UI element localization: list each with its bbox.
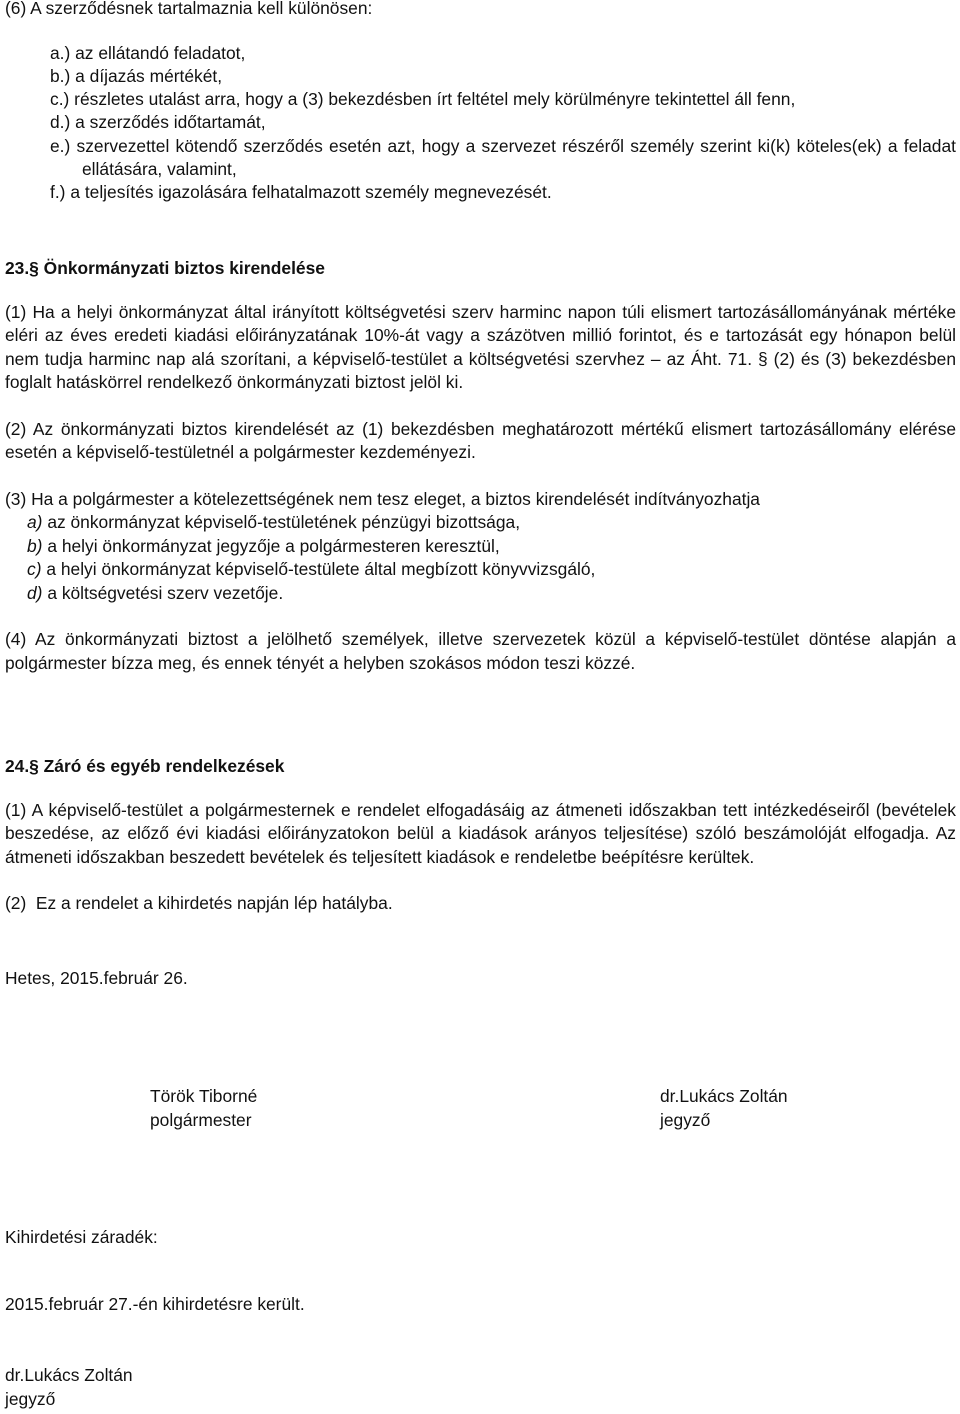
section-23-paragraph-1: (1) Ha a helyi önkormányzat által irányított költségvetési szerv harminc napon túli elismert tartozásállományának mértéke eléri az éves eredeti kiadási előirányzatának 10%-át vagy a százötven millió forintot, és e tartozását egy hónapon belül nem tudja harminc nap alá szorítani, a képviselő-testület a költségvetési szervhez – az Áht. 71. § (2) és (3) bekezdésben foglalt hatáskörrel rendelkező önkormányzati biztost jelöl ki.: [5, 301, 956, 392]
signature-mayor-name: Török Tiborné: [150, 1086, 258, 1106]
promulgation-signature-name: dr.Lukács Zoltán: [5, 1365, 133, 1385]
intro-item-f: f.) a teljesítés igazolására felhatalmazott személy megnevezését.: [50, 182, 552, 203]
signature-notary-title: jegyző: [660, 1109, 711, 1130]
section-23-item-c: c) a helyi önkormányzat képviselő-testülete által megbízott könyvvizsgáló,: [27, 559, 596, 579]
section-24: [5, 755, 956, 916]
section-23-paragraph-3: (3) Ha a polgármester a kötelezettségének nem tesz eleget, a biztos kirendelését indítványozhatja: [5, 488, 760, 509]
section-23-title: 23.§ Önkormányzati biztos kirendelése: [5, 258, 325, 278]
promulgation-text: [5, 1293, 956, 1317]
signature-mayor-title: polgármester: [150, 1109, 252, 1130]
section-24-paragraph-2: (2) Ez a rendelet a kihirdetés napján lép hatályba.: [5, 893, 393, 913]
section-24-paragraph-1: (1) A képviselő-testület a polgármesternek e rendelet elfogadásáig az átmeneti időszakban tett intézkedéseiről (bevételek beszedése, az előző évi kiadási előirányzatokon belül a kiadások arányos teljesítése) szóló beszámolóját elfogadja. Az átmeneti időszakban beszedett bevételek és teljesített kiadások e rendeletbe beépítésre kerültek.: [5, 799, 956, 867]
place-date-text: Hetes, 2015.február 26.: [5, 968, 188, 988]
signature-notary: [660, 1085, 788, 1132]
section-23-paragraph-4: (4) Az önkormányzati biztost a jelölhető személyek, illetve szervezetek közül a képviselő-testület döntése alapján a polgármester bízza meg, és ennek tényét a helyben szokásos módon teszi közzé.: [5, 629, 956, 673]
intro-item-c: c.) részletes utalást arra, hogy a (3) bekezdésben írt feltétel mely körülményre tekintettel áll fenn,: [50, 89, 796, 110]
intro-item-d: d.) a szerződés időtartamát,: [50, 112, 266, 133]
signature-notary-name: dr.Lukács Zoltán: [660, 1086, 788, 1106]
section-24-title: 24.§ Záró és egyéb rendelkezések: [5, 756, 285, 776]
intro-block: [5, 0, 956, 205]
promulgation-signature: [5, 1364, 956, 1411]
section-23-item-a: a) az önkormányzat képviselő-testületének pénzügyi bizottsága,: [27, 512, 521, 532]
promulgation-label: [5, 1226, 956, 1250]
place-date: [5, 967, 956, 991]
promulgation-signature-title: jegyző: [5, 1388, 56, 1409]
section-23: [5, 257, 956, 675]
intro-item-e: e.) szervezettel kötendő szerződés esetén azt, hogy a szervezet részéről személy szerint ki(k) köteles(ek) a feladat ellátására, valamint,: [50, 135, 956, 179]
intro-item-a: a.) az ellátandó feladatot,: [50, 42, 246, 63]
intro-item-b: b.) a díjazás mértékét,: [50, 65, 223, 86]
signature-mayor: [150, 1085, 257, 1132]
intro-heading: (6) A szerződésnek tartalmaznia kell különösen:: [5, 0, 373, 18]
section-23-paragraph-2: (2) Az önkormányzati biztos kirendelését az (1) bekezdésben meghatározott mértékű elismert tartozásállomány elérése esetén a képviselő-testületnél a polgármester kezdeményezi.: [5, 418, 956, 462]
section-23-item-b: b) a helyi önkormányzat jegyzője a polgármesteren keresztül,: [27, 535, 500, 556]
promulgation-label-text: Kihirdetési záradék:: [5, 1227, 158, 1247]
promulgation-text-content: 2015.február 27.-én kihirdetésre került.: [5, 1294, 305, 1314]
section-23-item-d: d) a költségvetési szerv vezetője.: [27, 582, 284, 603]
